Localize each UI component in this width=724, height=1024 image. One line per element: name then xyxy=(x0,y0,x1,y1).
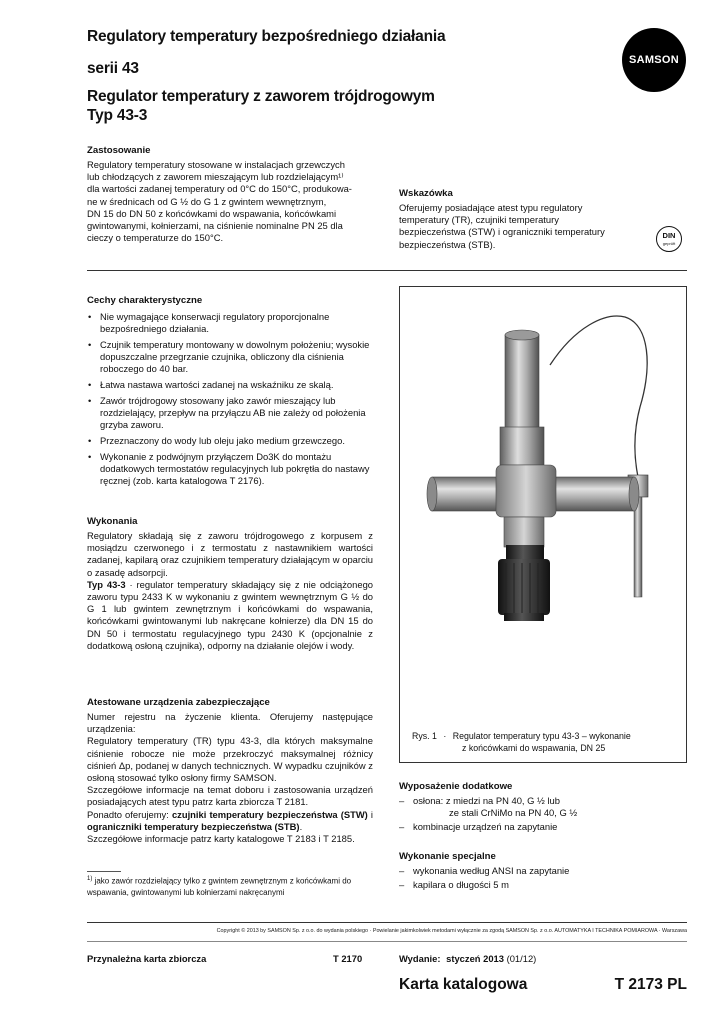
samson-logo xyxy=(622,28,686,92)
edition-code: (01/12) xyxy=(506,953,537,964)
related-value: T 2170 xyxy=(333,953,363,964)
valve-photo xyxy=(400,287,686,717)
features-list-wrap xyxy=(87,311,373,491)
stw-label: czujniki temperatury bezpieczeństwa (STW) xyxy=(171,808,368,820)
figure-sep: · xyxy=(443,731,447,741)
accessories-list-wrap xyxy=(399,795,687,836)
type-label: Typ 43-3 xyxy=(87,578,126,590)
figure-caption xyxy=(412,731,631,754)
note-heading: Wskazówka xyxy=(399,188,453,199)
list-item: • Zawór trójdrogowy stosowany jako zawór mieszający lub rozdzielający, przepływ na przyłączu AB nie zależy od położenia grzyba zaworu. xyxy=(87,395,373,432)
figure-frame xyxy=(399,286,687,763)
safety-text xyxy=(87,711,373,845)
footnote-marker: 1) xyxy=(87,876,93,882)
application-text xyxy=(87,159,377,244)
safety-paragraph: Regulatory temperatury (TR) typu 43-3, dla których maksymalne ciśnienie robocze nie może przekroczyć maksymalnej różnicy ciśnień Δp, podanej w danych technicznych. W wypadku czujników z osłoną stosować tylko osłony firmy SAMSON. xyxy=(87,735,373,784)
features-list xyxy=(87,311,373,487)
title-line-4: Typ 43-3 xyxy=(87,107,148,124)
special-heading: Wykonanie specjalne xyxy=(399,851,496,862)
versions-paragraph: Regulatory składają się z zaworu trójdrogowego z korpusem z mosiądzu czerwonego i z termostatu z nastawnikiem wartości zadanej, kapilarą oraz czujnikiem temperatury działającym w oparciu o zasadę adsorpcji. xyxy=(87,530,373,578)
edition-value: styczeń 2013 xyxy=(446,953,504,964)
safety-paragraph xyxy=(87,809,373,833)
application-line: ne w średnicach od G ½ do G 1 z gwintem wewnętrznym, xyxy=(87,195,327,207)
logo-text: SAMSON xyxy=(628,54,680,66)
application-line: Regulatory temperatury stosowane w instalacjach grzewczych xyxy=(87,159,345,170)
safety-paragraph: Numer rejestru na życzenie klienta. Oferujemy następujące urządzenia: xyxy=(87,711,373,735)
list-item: – kapilara o długości 5 m xyxy=(399,879,687,891)
din-certified-icon xyxy=(656,226,682,252)
list-item: • Czujnik temperatury montowany w dowolnym położeniu; wysokie dopuszczalne przegrzanie czujnika, obliczony dla ciśnienia roboczego do 40 bar. xyxy=(87,339,373,376)
accessories-heading: Wyposażenie dodatkowe xyxy=(399,781,513,792)
safety-text-part: . xyxy=(299,820,303,832)
din-sub: geprüft xyxy=(662,241,676,246)
safety-text-part: Ponadto oferujemy: xyxy=(87,808,172,820)
doc-number: T 2173 PL xyxy=(614,976,687,993)
footer-divider xyxy=(87,922,687,923)
list-item: – kombinacje urządzeń na zapytanie xyxy=(399,821,687,833)
application-heading: Zastosowanie xyxy=(87,145,151,156)
din-label: DIN xyxy=(662,231,676,240)
application-line: lub chłodzących z zaworem mieszającym lub rozdzielającym¹⁾ xyxy=(87,171,344,183)
accessories-list xyxy=(399,795,687,834)
accessory-line: – osłona: z miedzi na PN 40, G ½ lub xyxy=(413,795,560,806)
special-list xyxy=(399,865,687,891)
divider xyxy=(87,270,687,271)
copyright: Copyright © 2013 by SAMSON Sp. z o.o. do wydania polskiego · Powielanie jakimkolwiek metodami wyłącznie za zgodą SAMSON Sp. z o.o. AUTOMATYKA I TECHNIKA POMIAROWA · Warszawa xyxy=(216,928,687,934)
footnote-text: jako zawór rozdzielający tylko z gwintem zewnętrznym z końcówkami do wspawania, gwintowanymi lub kołnierzami nakręcanymi xyxy=(87,876,352,897)
application-line: cieczy o temperaturze do 150°C. xyxy=(87,232,224,244)
footnote-rule xyxy=(87,871,121,872)
features-heading: Cechy charakterystyczne xyxy=(87,295,203,306)
accessory-line: ze stali CrNiMo na PN 40, G ½ xyxy=(449,807,578,819)
related-label: Przynależna karta zbiorcza xyxy=(87,953,207,964)
safety-text-part: i xyxy=(367,808,373,820)
safety-heading: Atestowane urządzenia zabezpieczające xyxy=(87,697,270,708)
list-item: • Przeznaczony do wody lub oleju jako medium grzewczego. xyxy=(87,435,373,447)
title-line-3: Regulator temperatury z zaworem trójdrogowym xyxy=(87,88,435,105)
figure-caption-line2: z końcówkami do wspawania, DN 25 xyxy=(462,742,606,753)
type-description: · regulator temperatury składający się z nie odciążonego zaworu typu 2433 K w wykonaniu z gwintem wewnętrznym G ½ do G 1 lub gwintem zewnętrznym i końcówkami do wspawania, końcówkami gwintowanymi lub nakręcane kołnierze) dla DN 15 do DN 50 i termostatu regulacyjnego typu 2430 K (opcjonalnie z dodatkową osłoną czujnika), odporny na działanie olejów i wody. xyxy=(87,578,373,651)
figure-label: Rys. 1 xyxy=(412,731,437,741)
title-line-2: serii 43 xyxy=(87,60,139,77)
title-line-1: Regulatory temperatury bezpośredniego działania xyxy=(87,28,446,45)
stb-label: ograniczniki temperatury bezpieczeństwa (STB) xyxy=(87,820,300,832)
safety-paragraph: Szczegółowe informacje patrz karty katalogowe T 2183 i T 2185. xyxy=(87,833,355,845)
versions-text xyxy=(87,530,373,652)
versions-heading: Wykonania xyxy=(87,516,138,527)
doc-type: Karta katalogowa xyxy=(399,976,528,993)
footnote xyxy=(87,874,377,898)
edition-label: Wydanie: xyxy=(399,953,441,964)
application-line: gwintowanymi, kołnierzami, na ciśnienie nominalne PN 25 dla xyxy=(87,220,343,232)
list-item: • Łatwa nastawa wartości zadanej na wskaźniku ze skalą. xyxy=(87,379,373,391)
application-line: dla wartości zadanej temperatury od 0°C do 150°C, produkowa- xyxy=(87,183,352,195)
special-list-wrap xyxy=(399,865,687,893)
application-line: DN 15 do DN 50 z końcówkami do wspawania, końcówkami xyxy=(87,207,337,219)
footer-divider-2 xyxy=(87,941,687,942)
edition xyxy=(399,953,536,964)
list-item xyxy=(399,795,687,819)
versions-type-paragraph xyxy=(87,579,373,652)
figure-caption-line1: Regulator temperatury typu 43-3 – wykonanie xyxy=(452,731,631,741)
list-item: • Wykonanie z podwójnym przyłączem Do3K do montażu dodatkowych termostatów regulacyjnych lub pokrętła do nastawy ręcznej (zob. karta katalogowa T 2176). xyxy=(87,451,373,488)
safety-paragraph: Szczegółowe informacje na temat doboru i zastosowania urządzeń posiadających atest typu patrz karta zbiorcza T 2181. xyxy=(87,784,373,808)
list-item: – wykonania według ANSI na zapytanie xyxy=(399,865,687,877)
list-item: • Nie wymagające konserwacji regulatory proporcjonalne bezpośredniego działania. xyxy=(87,311,373,335)
note-text: Oferujemy posiadające atest typu regulatory temperatury (TR), czujniki temperatury bezpieczeństwa (STW) i ograniczniki temperatury bezpieczeństwa (STB). xyxy=(399,202,605,250)
